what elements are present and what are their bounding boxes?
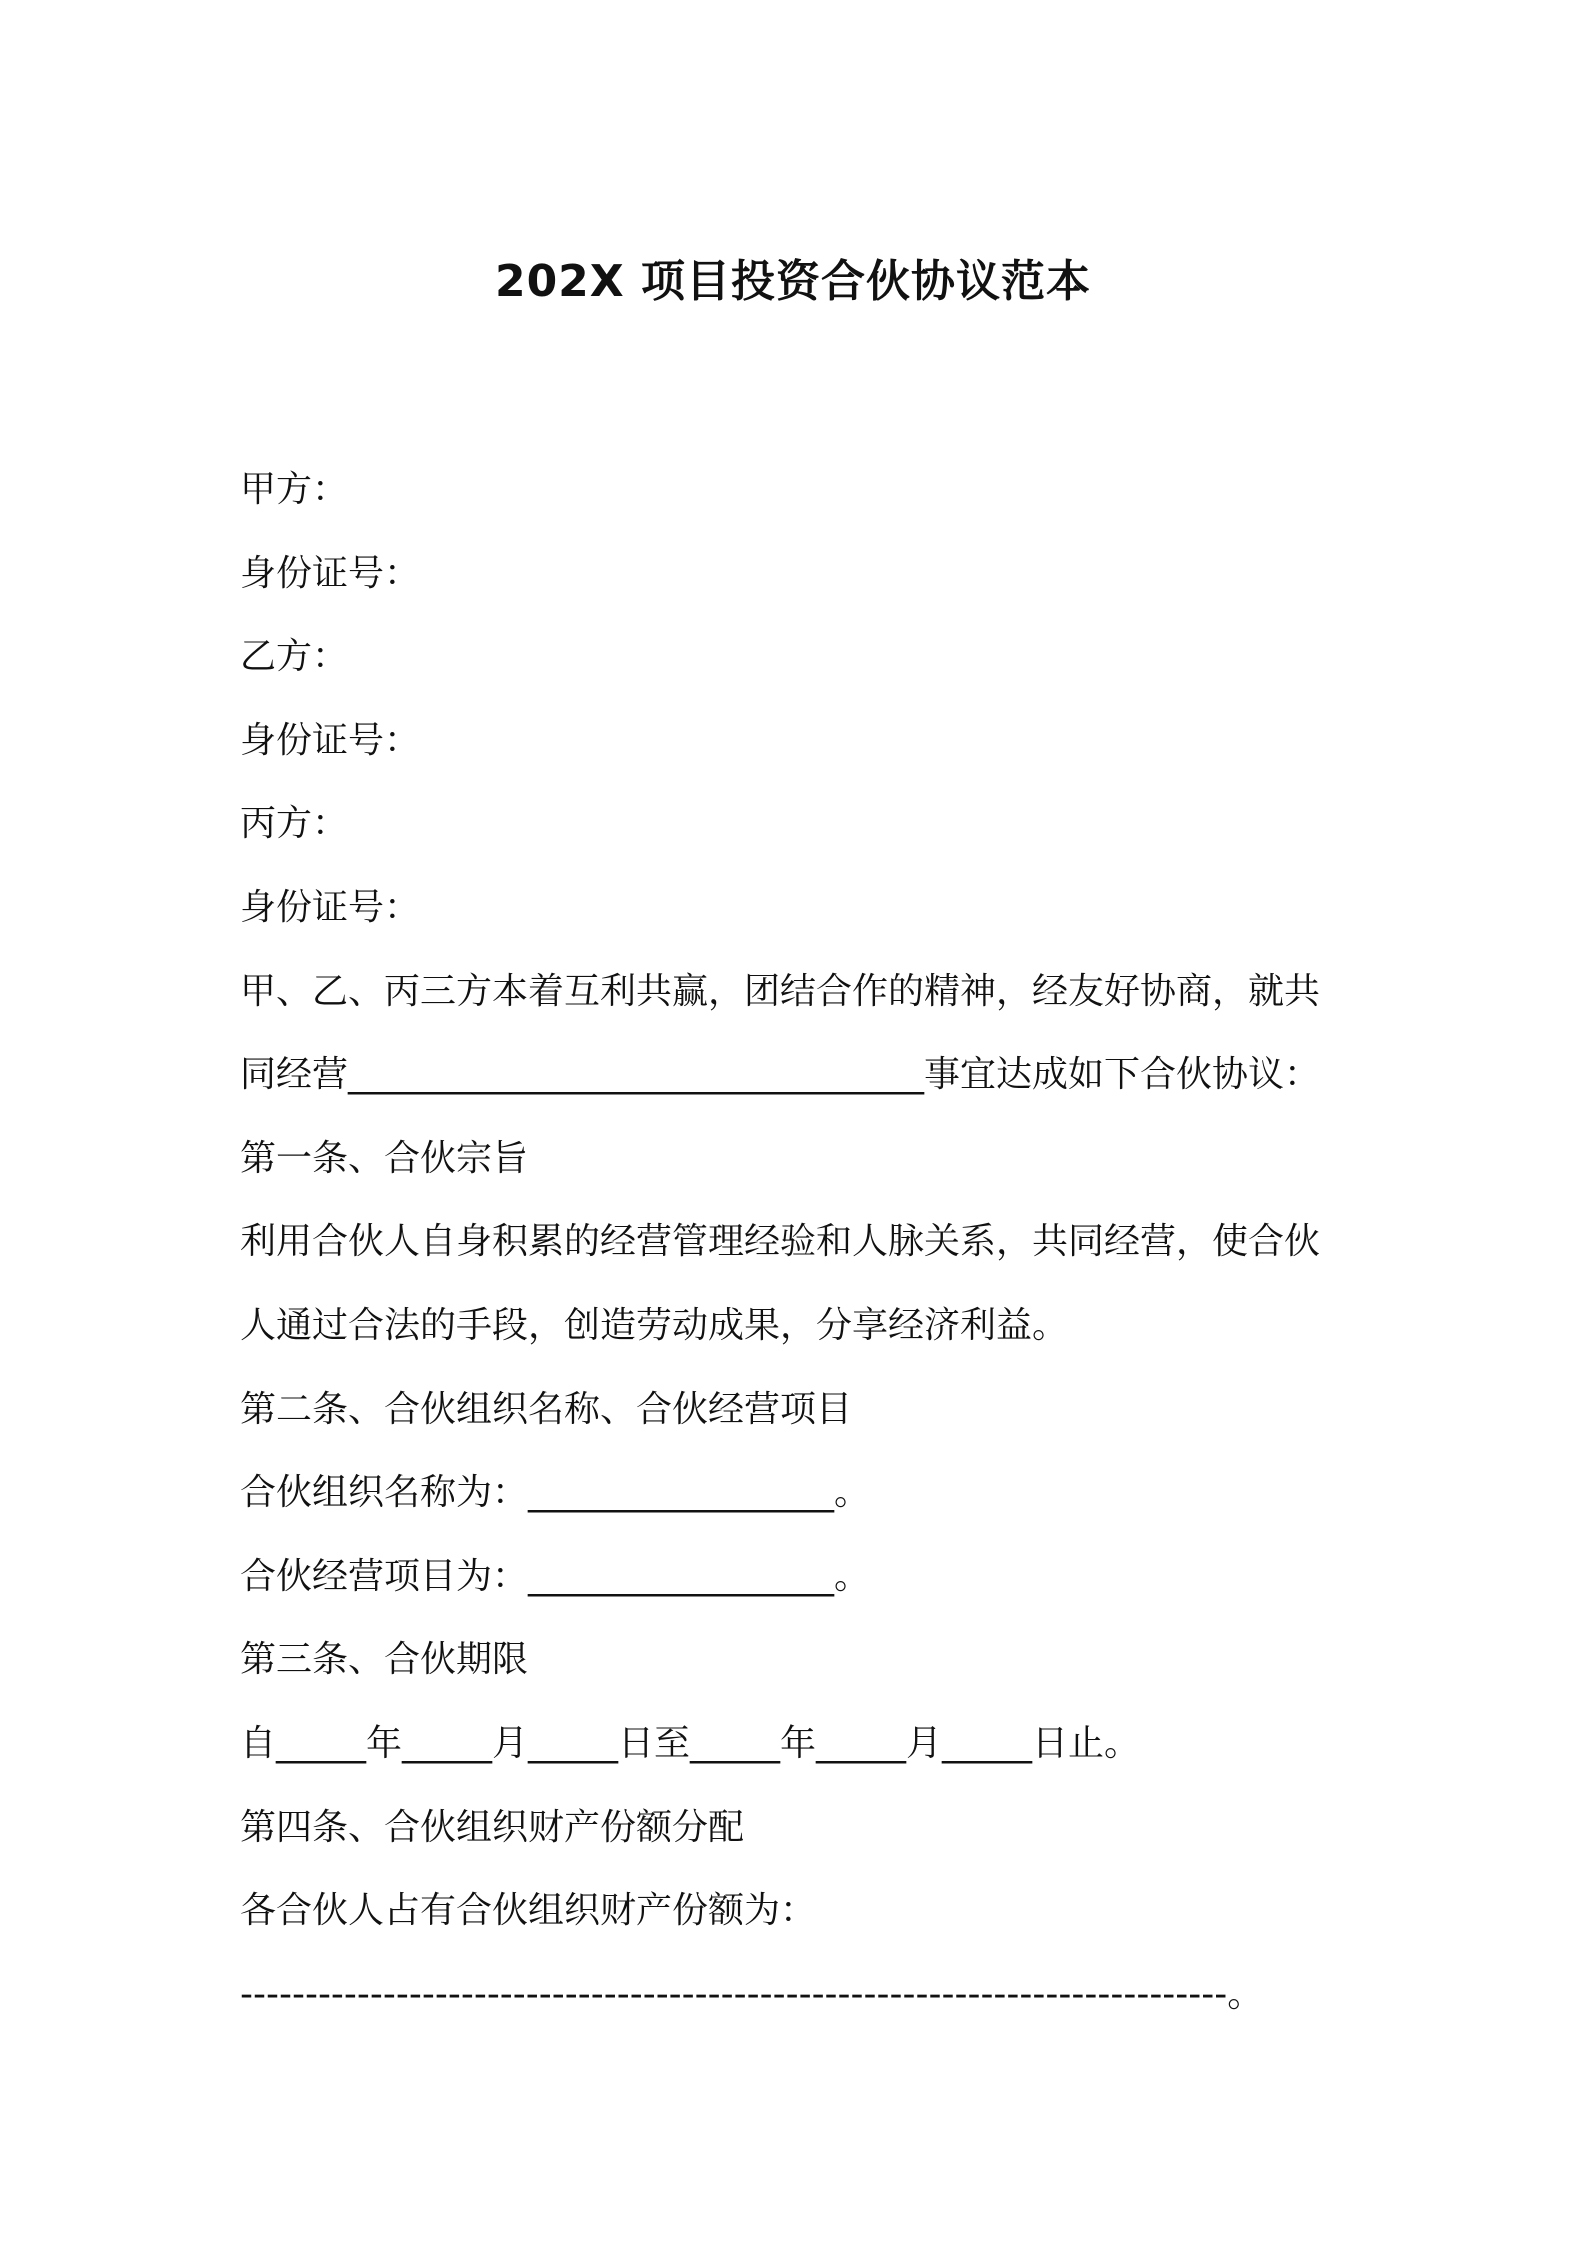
- article-1-text-line-1: 利用合伙人自身积累的经营管理经验和人脉关系，共同经营，使合伙: [240, 1221, 1321, 1263]
- party-a-line: 甲方：: [240, 469, 349, 510]
- article-1-text-line-2: 人通过合法的手段，创造劳动成果，分享经济利益。: [240, 1304, 1069, 1346]
- article-1-heading: 第一条、合伙宗旨: [240, 1137, 529, 1179]
- partnership-name-line: 合伙组织名称为：_________________。: [240, 1472, 871, 1514]
- property-share-blank-line: ----------------------------------------------------------------------------。: [240, 1973, 1264, 2015]
- preamble-line-1: 甲、乙、丙三方本着互利共赢，团结合作的精神，经友好协商，就共: [240, 970, 1321, 1012]
- property-share-line: 各合伙人占有合伙组织财产份额为：: [240, 1890, 817, 1932]
- party-c-id-line: 身份证号：: [240, 886, 421, 928]
- document-body: [240, 448, 1360, 2036]
- preamble-line-2: 同经营________________________________事宜达成如下合伙协议：: [240, 1054, 1321, 1096]
- party-b-id-line: 身份证号：: [240, 719, 421, 761]
- article-4-heading: 第四条、合伙组织财产份额分配: [240, 1806, 745, 1848]
- partnership-project-line: 合伙经营项目为：_________________。: [240, 1555, 871, 1597]
- party-a-id-line: 身份证号：: [240, 552, 421, 594]
- article-3-heading: 第三条、合伙期限: [240, 1639, 529, 1681]
- article-2-heading: 第二条、合伙组织名称、合伙经营项目: [240, 1388, 853, 1430]
- party-b-line: 乙方：: [240, 636, 349, 678]
- partnership-term-line: 自_____年_____月_____日至_____年_____月_____日止。: [240, 1722, 1141, 1764]
- document-title: 202X 项目投资合伙协议范本: [494, 256, 1092, 307]
- party-c-line: 丙方：: [240, 803, 349, 845]
